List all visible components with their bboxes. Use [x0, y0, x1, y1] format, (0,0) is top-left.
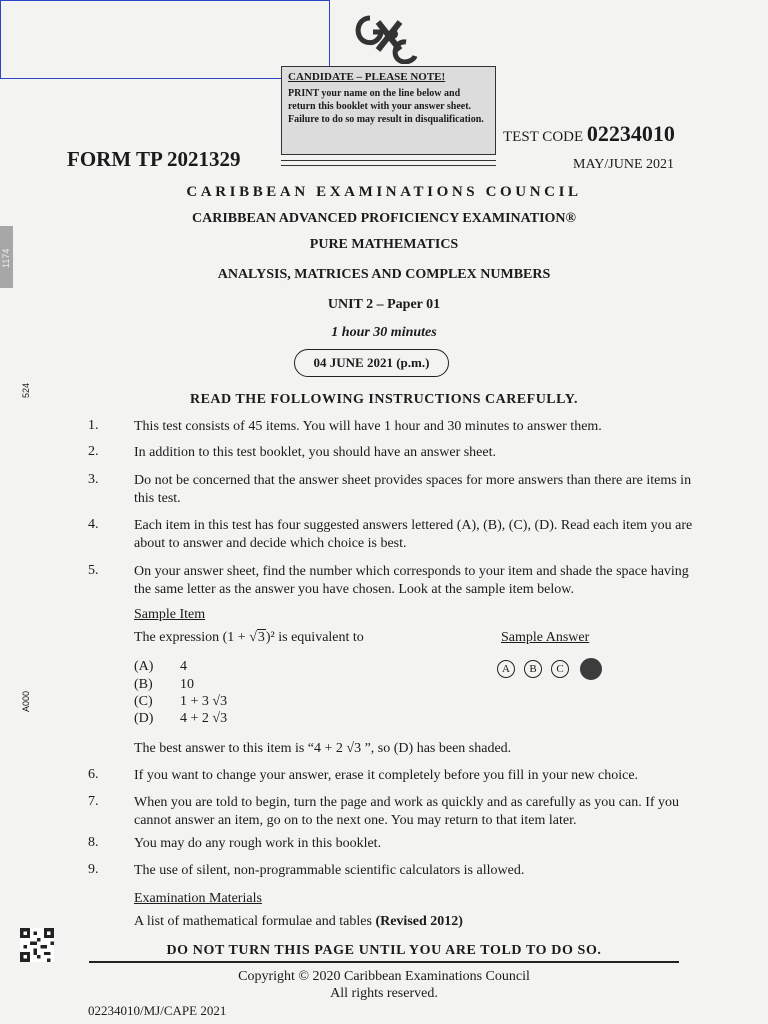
sample-question-pre: The expression (1 + [134, 630, 250, 645]
exam-heading: CARIBBEAN ADVANCED PROFICIENCY EXAMINATION® [192, 211, 576, 226]
copyright: Copyright © 2020 Caribbean Examinations Council [238, 969, 530, 984]
item-number: 3. [88, 472, 99, 487]
option-letter: (C) [134, 694, 153, 709]
answer-bubble-d-shaded[interactable] [580, 658, 602, 680]
candidate-note-body: PRINT your name on the line below and return this booklet with your answer sheet. Failure to do so may result in disqualification. [288, 88, 484, 125]
exam-date: 04 JUNE 2021 (p.m.) [294, 349, 449, 377]
form-tp: FORM TP 2021329 [67, 147, 241, 171]
answer-bubble-b[interactable]: B [524, 660, 542, 678]
sample-best-answer: The best answer to this item is “4 + 2 √3 ”, so (D) has been shaded. [134, 741, 512, 756]
sample-answer-heading: Sample Answer [501, 630, 590, 645]
candidate-note-title: CANDIDATE – PLEASE NOTE! [288, 71, 446, 83]
item-number: 9. [88, 862, 99, 877]
divider [89, 961, 679, 963]
item-number: 5. [88, 563, 99, 578]
name-line[interactable] [281, 160, 496, 166]
council-heading: CARIBBEAN EXAMINATIONS COUNCIL [186, 184, 582, 200]
sample-question: The expression (1 + √3)² is equivalent to [134, 630, 364, 645]
materials-text-plain: A list of mathematical formulae and tables [134, 914, 376, 929]
test-code-number: 02234010 [586, 121, 675, 146]
copyright-block [0, 968, 768, 1002]
test-code [503, 121, 675, 147]
option-letter: (A) [134, 659, 154, 674]
duration: 1 hour 30 minutes [331, 325, 437, 340]
materials-heading: Examination Materials [134, 891, 262, 906]
option-text: 10 [180, 677, 194, 692]
option-text: 1 + 3 √3 [180, 694, 228, 709]
item-text: On your answer sheet, find the number which corresponds to your item and shade the space having the same letter as the answer you have chosen. Look at the sample item below. [134, 564, 689, 597]
item-text: In addition to this test booklet, you should have an answer sheet. [134, 445, 496, 460]
cxc-logo [348, 12, 418, 64]
materials-text-bold: (Revised 2012) [375, 914, 463, 929]
side-tab-label: 1174 [1, 248, 11, 268]
rights-reserved: All rights reserved. [330, 986, 438, 1001]
test-code-label: TEST CODE [503, 129, 584, 145]
side-tab [0, 226, 13, 288]
item-text: When you are told to begin, turn the page and work as quickly and as carefully as you can. If you cannot answer an item, go on to the next one. You may return to that item later. [134, 795, 680, 828]
item-text: The use of silent, non-programmable scientific calculators is allowed. [134, 863, 525, 878]
option-letter: (B) [134, 677, 153, 692]
option-letter: (D) [134, 711, 154, 726]
option-text: 4 + 2 √3 [180, 711, 228, 726]
item-text: You may do any rough work in this booklet. [134, 836, 382, 851]
sample-question-radicand: 3 [257, 630, 265, 645]
item-text: This test consists of 45 items. You will have 1 hour and 30 minutes to answer them. [134, 419, 602, 434]
side-label-top: 524 [21, 382, 31, 398]
answer-bubble-a[interactable]: A [497, 660, 515, 678]
item-text: Do not be concerned that the answer sheet provides spaces for more answers than there are items in this test. [134, 473, 692, 506]
item-number: 2. [88, 444, 99, 459]
session: MAY/JUNE 2021 [573, 157, 674, 172]
sample-item-heading: Sample Item [134, 607, 206, 622]
side-label-bottom: A000 [21, 690, 31, 712]
unit-heading: UNIT 2 – Paper 01 [327, 297, 441, 312]
candidate-note-box [281, 66, 496, 155]
subject-heading: PURE MATHEMATICS [309, 237, 459, 252]
item-number: 4. [88, 517, 99, 532]
answer-bubble-c[interactable]: C [551, 660, 569, 678]
qr-code [20, 928, 54, 962]
sample-question-post: )² is equivalent to [265, 630, 364, 645]
item-text: Each item in this test has four suggested answers lettered (A), (B), (C), (D). Read each item you are about to answer and decide which choice is best. [134, 518, 693, 551]
item-number: 6. [88, 767, 99, 782]
item-number: 7. [88, 794, 99, 809]
materials-text [134, 913, 694, 931]
paper-title: ANALYSIS, MATRICES AND COMPLEX NUMBERS [217, 267, 551, 282]
item-text: If you want to change your answer, erase it completely before you fill in your new choice. [134, 768, 639, 783]
footer-code: 02234010/MJ/CAPE 2021 [88, 1003, 227, 1018]
option-text: 4 [180, 659, 187, 674]
instructions-heading: READ THE FOLLOWING INSTRUCTIONS CAREFULLY. [189, 392, 579, 407]
item-number: 1. [88, 418, 99, 433]
do-not-turn-warning: DO NOT TURN THIS PAGE UNTIL YOU ARE TOLD TO DO SO. [166, 943, 602, 958]
item-number: 8. [88, 835, 99, 850]
